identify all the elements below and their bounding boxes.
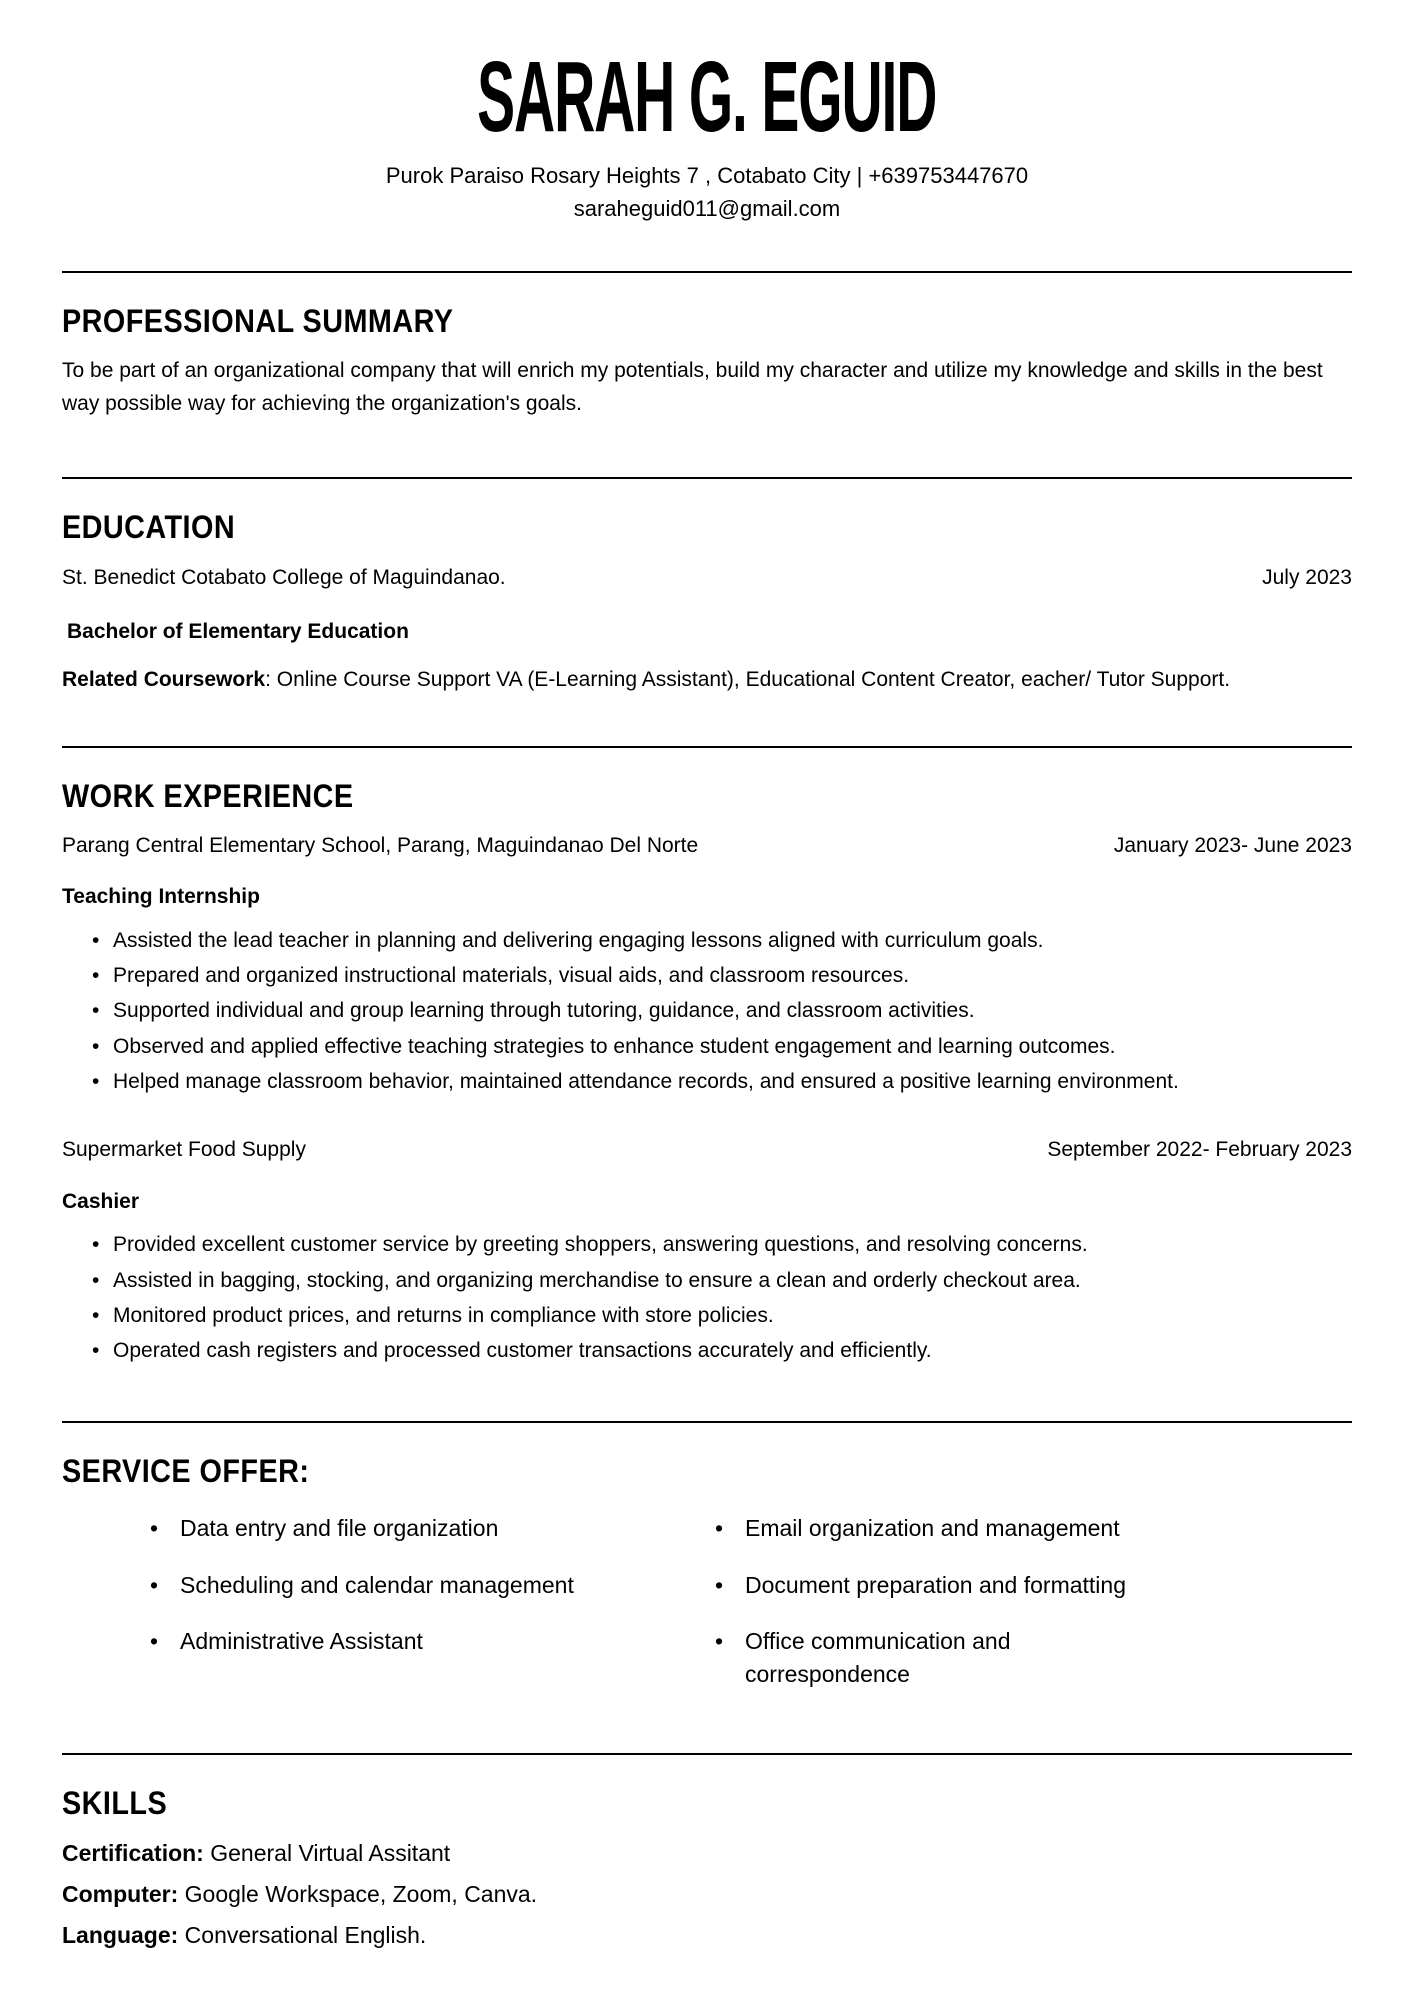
- job-org: Parang Central Elementary School, Parang, Maguindanao Del Norte: [62, 833, 699, 857]
- education-school: St. Benedict Cotabato College of Maguindanao.: [62, 566, 506, 590]
- bullet-item: • Assisted in bagging, stocking, and organizing merchandise to ensure a clean and orderly checkout area.: [62, 1263, 1352, 1298]
- services-section: [62, 1452, 1352, 1715]
- job-org: Supermarket Food Supply: [62, 1138, 306, 1162]
- bullet-item: • Assisted the lead teacher in planning and delivering engaging lessons aligned with curriculum goals.: [62, 923, 1352, 958]
- service-item: • Email organization and management: [713, 1512, 1165, 1545]
- name-wrap: [62, 41, 1352, 153]
- job-bullets: [62, 1227, 1352, 1368]
- section-divider: [62, 1753, 1352, 1755]
- services-column-left: [62, 1512, 713, 1715]
- job-bullets: [62, 923, 1352, 1099]
- job-entry: [62, 1133, 1352, 1368]
- job-row: [62, 1133, 1352, 1167]
- job-title: Cashier: [62, 1189, 140, 1213]
- job-date: January 2023- June 2023: [1113, 833, 1352, 857]
- skills-heading: SKILLS: [62, 1784, 168, 1821]
- education-heading: EDUCATION: [62, 508, 236, 545]
- bullet-item: • Helped manage classroom behavior, maintained attendance records, and ensured a positive learning environment.: [62, 1064, 1352, 1099]
- education-coursework: [62, 663, 1352, 697]
- section-divider: [62, 746, 1352, 748]
- service-item: • Document preparation and formatting: [713, 1569, 1165, 1602]
- skill-value: Conversational English.: [178, 1922, 427, 1949]
- bullet-item: • Monitored product prices, and returns in compliance with store policies.: [62, 1298, 1352, 1333]
- skill-line: [62, 1874, 1352, 1915]
- skill-line: [62, 1915, 1352, 1956]
- contact-block: [62, 159, 1352, 225]
- skill-value: Google Workspace, Zoom, Canva.: [178, 1881, 538, 1908]
- bullet-item: • Prepared and organized instructional materials, visual aids, and classroom resources.: [62, 958, 1352, 993]
- summary-text: To be part of an organizational company that will enrich my potentials, build my character and utilize my knowledge and skills in the best way possible way for achieving the organization's goals.: [62, 358, 1323, 416]
- section-divider: [62, 271, 1352, 273]
- section-divider: [62, 1421, 1352, 1423]
- summary-heading: PROFESSIONAL SUMMARY: [62, 303, 454, 339]
- summary-section: [62, 305, 1352, 421]
- education-date: July 2023: [1262, 566, 1352, 590]
- coursework-label: Related Coursework: [62, 667, 266, 691]
- service-item: • Scheduling and calendar management: [148, 1569, 713, 1602]
- job-date: September 2022- February 2023: [1047, 1138, 1352, 1162]
- services-heading: SERVICE OFFER:: [62, 1452, 310, 1489]
- contact-line: Purok Paraiso Rosary Heights 7 , Cotabato City | +639753447670: [385, 163, 1029, 188]
- skills-section: [62, 1784, 1352, 1956]
- education-row: [62, 561, 1352, 595]
- email-line: saraheguid011@gmail.com: [573, 196, 841, 221]
- bullet-item: • Provided excellent customer service by greeting shoppers, answering questions, and resolving concerns.: [62, 1227, 1352, 1262]
- skill-label: Computer:: [62, 1881, 179, 1908]
- service-item: • Administrative Assistant: [148, 1625, 713, 1658]
- services-columns: [62, 1512, 1352, 1715]
- education-section: [62, 508, 1352, 696]
- skill-label: Language:: [62, 1922, 179, 1949]
- skill-line: [62, 1833, 1352, 1874]
- section-divider: [62, 477, 1352, 479]
- job-entry: [62, 829, 1352, 1100]
- service-item: • Data entry and file organization: [148, 1512, 713, 1545]
- service-item: • Office communication and correspondence: [713, 1625, 1165, 1690]
- resume-header: [62, 41, 1352, 225]
- bullet-item: • Operated cash registers and processed customer transactions accurately and efficiently.: [62, 1333, 1352, 1368]
- skill-value: General Virtual Assitant: [203, 1840, 451, 1867]
- education-degree: Bachelor of Elementary Education: [67, 619, 409, 643]
- coursework-text: : Online Course Support VA (E-Learning Assistant), Educational Content Creator, eacher/ Tutor Support.: [265, 667, 1231, 691]
- skills-lines: [62, 1833, 1352, 1956]
- work-section: [62, 780, 1352, 1368]
- bullet-item: • Supported individual and group learning through tutoring, guidance, and classroom activities.: [62, 993, 1352, 1028]
- candidate-name: SARAH G. EGUID: [477, 41, 937, 153]
- skill-label: Certification:: [62, 1840, 204, 1867]
- job-row: [62, 829, 1352, 863]
- bullet-item: • Observed and applied effective teaching strategies to enhance student engagement and learning outcomes.: [62, 1029, 1352, 1064]
- work-heading: WORK EXPERIENCE: [62, 778, 354, 815]
- services-column-right: [713, 1512, 1165, 1715]
- job-title: Teaching Internship: [62, 885, 260, 909]
